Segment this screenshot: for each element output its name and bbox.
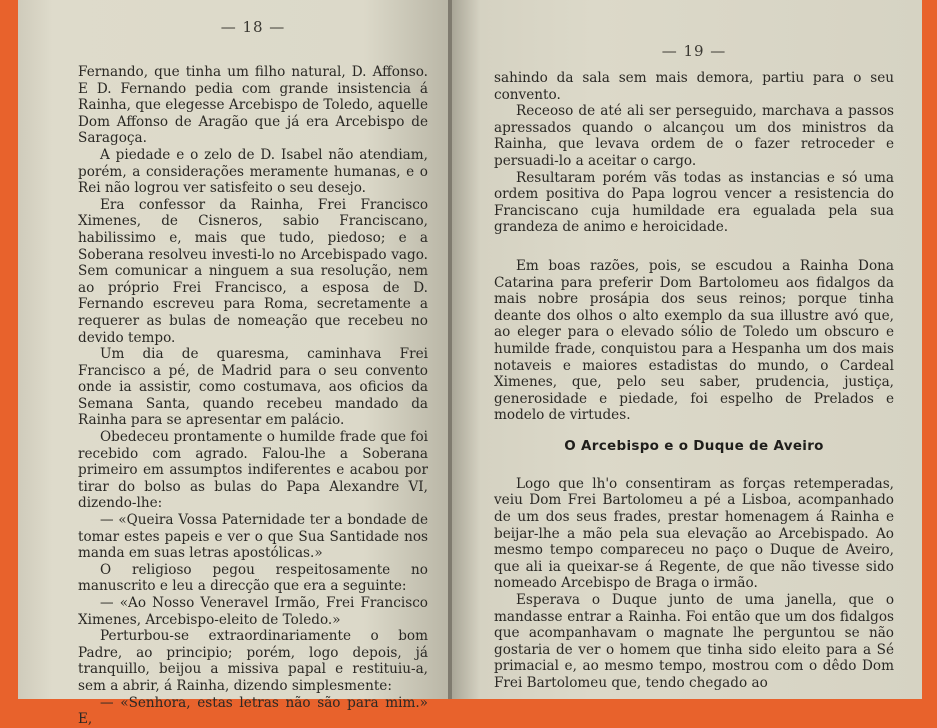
left-page-body bbox=[78, 64, 428, 728]
right-page bbox=[452, 0, 922, 699]
right-page-number: — 19 — bbox=[661, 42, 727, 60]
paragraph: — «Queira Vossa Paternidade ter a bondade de tomar estes papeis e ver o que Sua Santidade nos manda em suas letras apostólicas.» bbox=[78, 512, 428, 562]
paragraph: A piedade e o zelo de D. Isabel não atendiam, porém, a considerações meramente humanas, e o Rei não logrou ver satisfeito o seu desejo. bbox=[78, 146, 428, 197]
left-page-number: — 18 — bbox=[220, 18, 286, 36]
paragraph: Fernando, que tinha um filho natural, D. Affonso. E D. Fernando pedia com grande insistencia á Rainha, que elegesse Arcebispo de Toledo, aquelle Dom Affonso de Aragão que já era Arcebispo de Saragoça. bbox=[78, 64, 428, 147]
paragraph: O religioso pegou respeitosamente no manuscrito e leu a direcção que era a seguinte: bbox=[78, 561, 428, 595]
paragraph: Logo que lh'o consentiram as forças retemperadas, veiu Dom Frei Bartolomeu a pé a Lisboa, acompanhado de um dos seus frades, prestar homenagem á Rainha e beijar-lhe a mão pela sua elevação ao Arcebispado. Ao mesmo tempo compareceu no paço o Duque de Aveiro, que ali ia queixar-se á Regente, de que não tivesse sido nomeado Arcebispo de Braga o irmão. bbox=[494, 475, 894, 592]
paragraph: — «Senhora, estas letras não são para mim.» E, bbox=[78, 694, 428, 728]
paragraph: Esperava o Duque junto de uma janella, que o mandasse entrar a Rainha. Foi então que um dos fidalgos que acompanhavam o magnate lhe perguntou se não gostaria de ver o homem que tinha sido eleito para a Sé primacial e, ao mesmo tempo, mostrou com o dêdo Dom Frei Bartolomeu que, tendo chegado ao bbox=[494, 592, 894, 691]
paragraph: — «Ao Nosso Veneravel Irmão, Frei Francisco Ximenes, Arcebispo-eleito de Toledo.» bbox=[78, 595, 428, 628]
section-heading: O Arcebispo e o Duque de Aveiro bbox=[564, 437, 824, 454]
paragraph-gap bbox=[494, 236, 894, 258]
paragraph: Resultaram porém vãs todas as instancias e só uma ordem positiva do Papa logrou vencer a resistencia do Franciscano cuja humildade era egualada pela sua grandeza de animo e heroicidade. bbox=[494, 169, 894, 236]
paragraph: Em boas razões, pois, se escudou a Rainha Dona Catarina para preferir Dom Bartolomeu aos fidalgos da mais nobre prosápia dos seus reinos; porque tinha deante dos olhos o alto exemplo da sua illustre avó que, ao eleger para o elevado sólio de Toledo um obscuro e humilde frade, conquistou para a Hespanha um dos mais notaveis e maiores estadistas do mundo, o Cardeal Ximenes, que, pelo seu saber, prudencia, justiça, generosidade e piedade, foi espelho de Prelados e modelo de virtudes. bbox=[494, 257, 894, 424]
right-page-body-top bbox=[494, 70, 894, 236]
paragraph: Perturbou-se extraordinariamente o bom Padre, ao principio; porém, logo depois, já tranquillo, beijou a missiva papal e restituiu-a, sem a abrir, á Rainha, dizendo simplesmente: bbox=[78, 628, 428, 694]
right-page-body-middle bbox=[494, 258, 894, 424]
paragraph: Era confessor da Rainha, Frei Francisco Ximenes, de Cisneros, sabio Franciscano, habilissimo e, mais que tudo, piedoso; e a Soberana resolveu investi-lo no Arcebispado vago. Sem comunicar a ninguem a sua resolução, nem ao próprio Frei Francisco, a esposa de D. Fernando escreveu para Roma, secretamente a requerer as bulas de nomeação que recebeu no devido tempo. bbox=[78, 196, 428, 346]
left-page bbox=[18, 0, 450, 728]
paragraph: Um dia de quaresma, caminhava Frei Francisco a pé, de Madrid para o seu convento onde ia assistir, como costumava, aos oficios da Semana Santa, quando recebeu mandado da Rainha para se apresentar em palácio. bbox=[78, 346, 428, 429]
paragraph: sahindo da sala sem mais demora, partiu para o seu convento. bbox=[494, 70, 894, 103]
right-page-body-bottom bbox=[494, 476, 894, 692]
paragraph: Receoso de até ali ser perseguido, marchava a passos apressados quando o alcançou um dos ministros da Rainha, que levava ordem de o fazer retroceder e persuadi-lo a aceitar o cargo. bbox=[494, 103, 894, 169]
paragraph: Obedeceu prontamente o humilde frade que foi recebido com agrado. Falou-lhe a Soberana primeiro em assumptos indiferentes e acabou por tirar do bolso as bulas do Papa Alexandre VI, dizendo-lhe: bbox=[78, 429, 428, 512]
